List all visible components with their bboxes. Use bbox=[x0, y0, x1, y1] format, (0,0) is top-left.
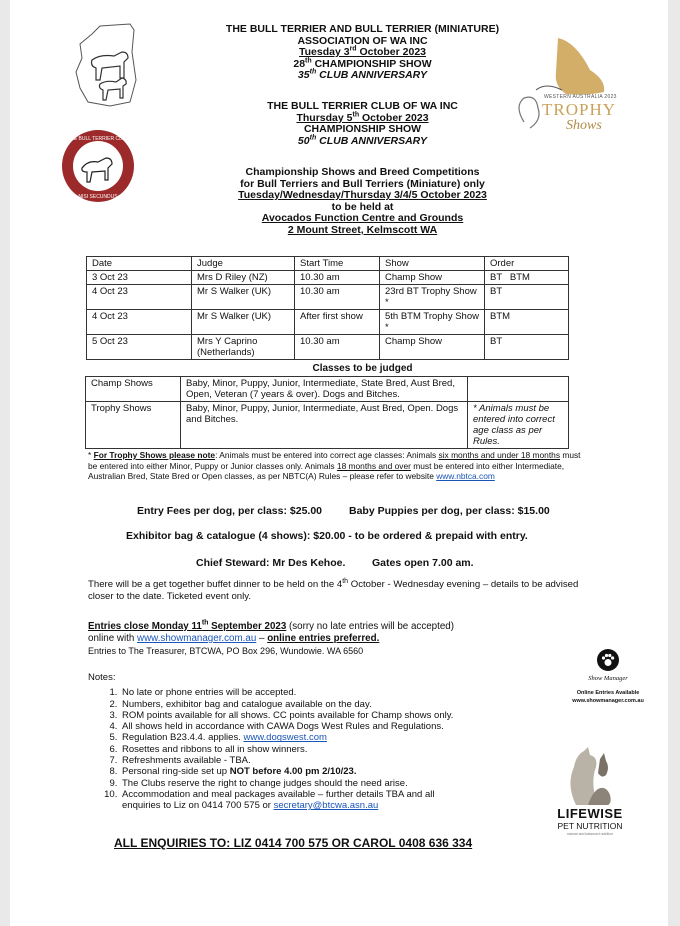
schedule-cell: 4 Oct 23 bbox=[87, 310, 192, 335]
dogswest-link[interactable]: www.dogswest.com bbox=[243, 732, 327, 744]
show2-date: Thursday 5th October 2023 bbox=[296, 111, 429, 124]
schedule-header: Start Time bbox=[295, 257, 380, 271]
schedule-cell: 5 Oct 23 bbox=[87, 335, 192, 360]
gates-open: Gates open 7.00 am. bbox=[372, 557, 474, 569]
schedule-cell: Mr S Walker (UK) bbox=[192, 285, 295, 310]
list-item: 5. Regulation B23.4.4. applies. www.dogswest.com bbox=[120, 732, 462, 743]
table-row bbox=[87, 271, 569, 285]
lifewise-name: LIFEWISE bbox=[557, 806, 623, 821]
svg-text:THE BULL TERRIER CLUB: THE BULL TERRIER CLUB bbox=[67, 136, 129, 142]
schedule-cell: 23rd BT Trophy Show * bbox=[380, 285, 485, 310]
entries-block bbox=[88, 621, 588, 657]
schedule-header: Date bbox=[87, 257, 192, 271]
lifewise-cat-dog-logo bbox=[558, 745, 618, 807]
association-name: ASSOCIATION OF WA INC bbox=[297, 34, 428, 47]
showmanager-name: Show Manager bbox=[588, 675, 628, 682]
list-item: 8. Personal ring-side set up NOT before 4.00 pm 2/10/23. bbox=[120, 766, 462, 777]
flyer-page bbox=[10, 0, 668, 926]
trophy-logo-small-text: WESTERN AUSTRALIA 2023 bbox=[544, 94, 617, 100]
list-item: 6. Rosettes and ribbons to all in show winners. bbox=[120, 744, 462, 755]
schedule-cell: BTM bbox=[485, 310, 569, 335]
chief-steward: Chief Steward: Mr Des Kehoe. bbox=[196, 557, 346, 569]
entries-postal: Entries to The Treasurer, BTCWA, PO Box 296, Wundowie. WA 6560 bbox=[88, 646, 364, 656]
classes-title: Classes to be judged bbox=[312, 363, 413, 374]
paw-icon bbox=[596, 648, 620, 672]
schedule-header-row bbox=[87, 257, 569, 271]
svg-text:NISI SECUNDUS: NISI SECUNDUS bbox=[78, 194, 118, 200]
schedule-cell: Mr S Walker (UK) bbox=[192, 310, 295, 335]
club-header bbox=[160, 101, 565, 147]
show2-anniversary: 50th CLUB ANNIVERSARY bbox=[297, 134, 428, 147]
schedule-table bbox=[86, 256, 569, 360]
list-item: 4. All shows held in accordance with CAWA Dogs West Rules and Regulations. bbox=[120, 721, 462, 732]
enquiries-footer: ALL ENQUIRIES TO: LIZ 0414 700 575 OR CAROL 0408 636 334 bbox=[114, 836, 473, 850]
trophy-logo-shows: Shows bbox=[566, 118, 602, 133]
list-item: 3. ROM points available for all shows. CC points available for Champ shows only. bbox=[120, 710, 462, 721]
schedule-cell: BT bbox=[485, 285, 569, 310]
class-list: Baby, Minor, Puppy, Junior, Intermediate, State Bred, Aust Bred, Open, Veteran (7 years & over). Dogs and Bitches. bbox=[181, 377, 468, 402]
class-note bbox=[468, 377, 569, 402]
list-item: 2. Numbers, exhibitor bag and catalogue available on the day. bbox=[120, 699, 462, 710]
class-list: Baby, Minor, Puppy, Junior, Intermediate, Aust Bred, Open. Dogs and Bitches. bbox=[181, 402, 468, 449]
notes-title: Notes: bbox=[88, 672, 116, 683]
trophy-show-note: * For Trophy Shows please note: Animals must be entered into correct age classes: Animals six months and under 18 months must be entered into either Minor, Puppy or Junior classes only. Animals 18 months and over must be entered into either Intermediate, Australian Bred, State Bred or Open classes, as per NBTC(A) Rules – please refer to website www.nbtca.com bbox=[88, 450, 581, 482]
schedule-cell: 4 Oct 23 bbox=[87, 285, 192, 310]
entries-close: Entries close Monday 11th September 2023 (sorry no late entries will be accepted) bbox=[88, 619, 455, 632]
show1-title: 28th CHAMPIONSHIP SHOW bbox=[293, 57, 432, 70]
trophy-logo-word: TROPHY bbox=[542, 100, 617, 119]
class-note: * Animals must be entered into correct age class as per Rules. bbox=[468, 402, 569, 449]
showmanager-line2: www.showmanager.com.au bbox=[572, 698, 644, 704]
nbtca-link[interactable]: www.nbtca.com bbox=[436, 471, 495, 482]
schedule-header: Show bbox=[380, 257, 485, 271]
schedule-cell: 10.30 am bbox=[295, 335, 380, 360]
table-row bbox=[87, 285, 569, 310]
club-title: THE BULL TERRIER CLUB OF WA INC bbox=[267, 100, 458, 112]
table-row bbox=[86, 377, 569, 402]
class-name: Champ Shows bbox=[86, 377, 181, 402]
wa-map-dogs-logo bbox=[70, 22, 152, 108]
dinner-notice: There will be a get together buffet dinner to be held on the 4th October - Wednesday evening – details to be advised closer to the date. Ticketed event only. bbox=[88, 577, 579, 602]
list-item: 1. No late or phone entries will be accepted. bbox=[120, 687, 462, 698]
intro-line: for Bull Terriers and Bull Terriers (Miniature) only bbox=[240, 177, 485, 190]
showmanager-link[interactable]: www.showmanager.com.au bbox=[137, 633, 257, 644]
secretary-email-link[interactable]: secretary@btcwa.asn.au bbox=[273, 800, 379, 812]
schedule-cell: 3 Oct 23 bbox=[87, 271, 192, 285]
schedule-cell: 10.30 am bbox=[295, 285, 380, 310]
schedule-cell: 5th BTM Trophy Show * bbox=[380, 310, 485, 335]
schedule-header: Order bbox=[485, 257, 569, 271]
schedule-cell: BT BTM bbox=[485, 271, 569, 285]
schedule-cell: 10.30 am bbox=[295, 271, 380, 285]
venue-address: 2 Mount Street, Kelmscott WA bbox=[287, 223, 438, 236]
association-title: THE BULL TERRIER AND BULL TERRIER (MINIATURE) bbox=[225, 23, 500, 35]
classes-table bbox=[85, 376, 569, 449]
entry-fee: Entry Fees per dog, per class: $25.00 bbox=[137, 505, 323, 517]
schedule-cell: Mrs D Riley (NZ) bbox=[192, 271, 295, 285]
show1-anniversary: 35th CLUB ANNIVERSARY bbox=[297, 68, 428, 82]
list-item: 9. The Clubs reserve the right to change judges should the need arise. bbox=[120, 778, 462, 789]
intro-block bbox=[160, 167, 565, 237]
baby-fee: Baby Puppies per dog, per class: $15.00 bbox=[349, 505, 550, 517]
table-row bbox=[87, 310, 569, 335]
schedule-cell: Mrs Y Caprino (Netherlands) bbox=[192, 335, 295, 360]
list-item: 7. Refreshments available - TBA. bbox=[120, 755, 462, 766]
intro-line: Championship Shows and Breed Competitions bbox=[245, 166, 480, 178]
schedule-header: Judge bbox=[192, 257, 295, 271]
lifewise-tagline: natural and balanced nutrition bbox=[566, 832, 614, 836]
class-name: Trophy Shows bbox=[86, 402, 181, 449]
intro-dates: Tuesday/Wednesday/Thursday 3/4/5 October 2023 bbox=[238, 189, 487, 202]
venue-name: Avocados Function Centre and Grounds bbox=[261, 212, 464, 225]
schedule-cell: BT bbox=[485, 335, 569, 360]
schedule-cell: Champ Show bbox=[380, 335, 485, 360]
lifewise-subtitle: PET NUTRITION bbox=[557, 821, 623, 831]
intro-line: to be held at bbox=[331, 200, 394, 213]
schedule-cell: Champ Show bbox=[380, 271, 485, 285]
association-header bbox=[160, 24, 565, 82]
notes-list bbox=[88, 687, 462, 811]
schedule-cell: After first show bbox=[295, 310, 380, 335]
entries-online: online with www.showmanager.com.au – online entries preferred. bbox=[88, 633, 380, 644]
show2-title: CHAMPIONSHIP SHOW bbox=[303, 123, 422, 136]
list-item: 10. Accommodation and meal packages available – further details TBA and all enquiries to Liz on 0414 700 575 or secretary@btcwa.asn.au bbox=[120, 789, 462, 812]
show1-date: Tuesday 3rd October 2023 bbox=[298, 45, 427, 59]
club-seal-logo bbox=[60, 128, 136, 204]
table-row bbox=[86, 402, 569, 449]
notes-block bbox=[88, 672, 462, 812]
table-row bbox=[87, 335, 569, 360]
exhibitor-bag-fee: Exhibitor bag & catalogue (4 shows): $20.00 - to be ordered & prepaid with entry. bbox=[126, 530, 528, 542]
showmanager-line1: Online Entries Available bbox=[576, 690, 640, 696]
